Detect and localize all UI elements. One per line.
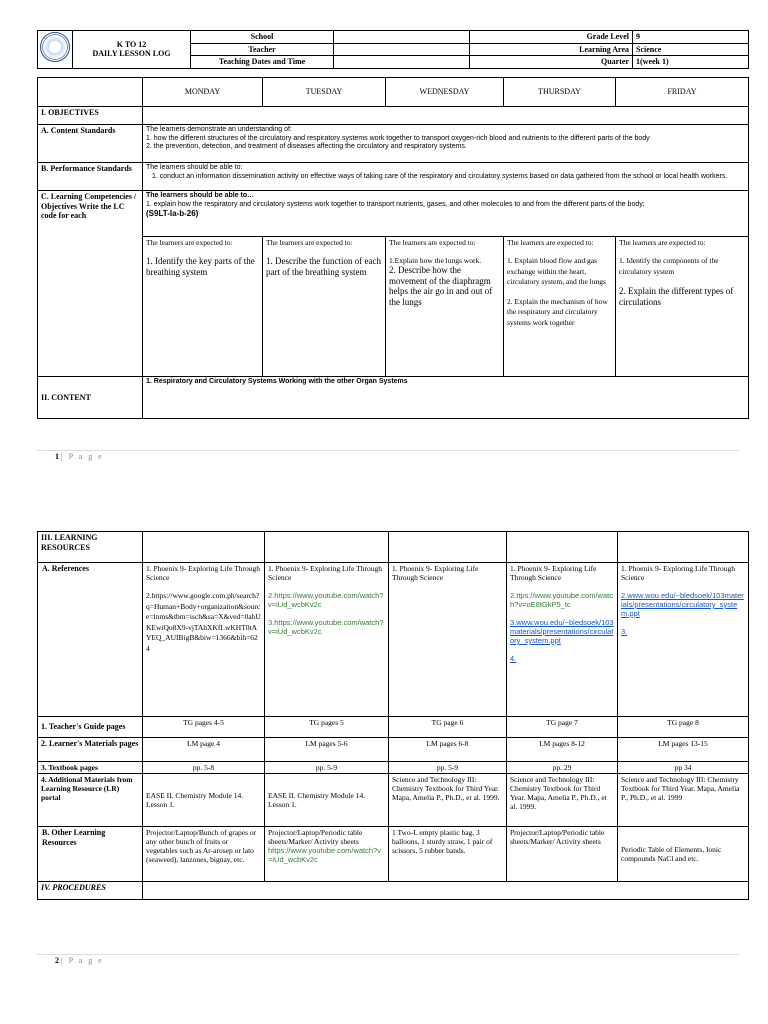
daily-objectives-wednesday [386,237,504,377]
day-thursday: THURSDAY [504,78,616,107]
title-cell [73,31,191,69]
blank-cell [507,532,618,563]
content-line: The learners demonstrate an understanding of: [146,126,292,133]
day-tuesday: TUESDAY [263,78,386,107]
add-tuesday: EASE II. Chemistry Module 14. Lesson 1. [265,774,389,827]
other-link[interactable]: https://www.youtube.com/watch?v=iUd_wcbKv2c [268,846,381,864]
content-line: 1. how the different structures of the circulatory and respiratory systems work together to transport oxygen-rich blood and nutrients to the different parts of the body [146,134,650,142]
reference-link[interactable]: 2.www.wou.edu/~bledsoek/103materials/presentations/circulatory_system.ppt [621,591,744,618]
resources-label: III. LEARNING RESOURCES [38,532,143,563]
reference-link[interactable]: 2.https://www.youtube.com/watch?v=iUd_wcbKv2c [268,591,384,609]
lm-monday: LM page 4 [143,738,265,762]
references-monday [143,563,265,717]
performance-standards-label: B. Performance Standards [38,163,143,191]
reference-link[interactable]: 2.https://www.google.com.ph/search?q=Human+Body+organization&source=lnms&tbm=isch&sa=X&ved=0ahUKEwiQo8X9-vjTAhXKfLwKHT0tAYEQ_AUIBigB&biw=1366&bih=624 [146,591,261,653]
day-wednesday: WEDNESDAY [386,78,504,107]
competency-text: 1. explain how the respiratory and circulatory systems work together to transport nutrients, gases, and other molecules to and from the different parts of the body; [146,200,645,208]
references-label: A. References [38,563,143,717]
add-friday: Science and Technology III: Chemistry Textbook for Third Year. Mapa, Amelia P., Ph.D., et al. 1999 [618,774,749,827]
daily-intro: The learners are expected to: [266,238,353,247]
page-label: | P a g e [61,956,104,965]
school-label: School [191,31,334,44]
teacher-value [334,43,470,56]
objectives-table [37,77,749,419]
reference-book: 1. Phoenix 9- Exploring Life Through Science [146,564,261,582]
tg-thursday: TG page 7 [507,717,618,738]
other-resources-label: B. Other Learning Resources [38,827,143,882]
content-label: II. CONTENT [38,377,143,419]
reference-link[interactable]: 3.www.wou.edu/~bledsoek/103materials/presentations/circulatory_system.ppt [510,618,614,645]
daily-intro: The learners are expected to: [389,238,476,247]
tb-thursday: pp. 29 [507,762,618,774]
references-wednesday [389,563,507,717]
daily-item: 2. Describe how the movement of the diaphragm helps the air go in and out of the lungs [389,265,493,307]
content-standards-label: A. Content Standards [38,125,143,163]
reference-book: 1. Phoenix 9- Exploring Life Through Science [510,564,597,582]
daily-item: 2. Explain the mechanism of how the respiratory and circulatory systems work together [507,296,608,327]
other-thursday: Projector/Laptop/Periodic table sheets/Marker/ Activity sheets [507,827,618,882]
deped-seal-icon [40,32,70,62]
lm-wednesday: LM pages 6-8 [389,738,507,762]
daily-item: 1. Identify the key parts of the breathing system [146,256,255,277]
deped-seal-cell [38,31,73,69]
reference-book: 1. Phoenix 9- Exploring Life Through Science [268,564,383,582]
tg-friday: TG page 8 [618,717,749,738]
references-tuesday [265,563,389,717]
quarter-label: Quarter [470,56,633,69]
grade-value: 9 [633,31,749,44]
tb-wednesday: pp. 5-9 [389,762,507,774]
add-wednesday: Science and Technology III: Chemistry Textbook for Third Year. Mapa, Amelia P., Ph.D., et al. 1999. [389,774,507,827]
tb-label: 3. Textbook pages [38,762,143,774]
tg-tuesday: TG pages 5 [265,717,389,738]
add-monday: EASE II. Chemistry Module 14. Lesson 1. [143,774,265,827]
performance-item: 1. conduct an information dissemination activity on effective ways of taking care of the respiratory and circulatory systems based on data gathered from the school or local health workers. [152,172,728,180]
daily-item: 2. Explain the different types of circulations [619,286,734,307]
lm-friday: LM pages 13-15 [618,738,749,762]
tg-monday: TG pages 4-5 [143,717,265,738]
school-value [334,31,470,44]
references-thursday [507,563,618,717]
blank-cell [618,532,749,563]
procedures-blank [143,882,749,900]
other-text: Projector/Laptop/Periodic table sheets/Marker/ Activity sheets [268,828,363,846]
daily-intro: The learners are expected to: [146,238,233,247]
blank-header-cell [38,78,143,107]
page-footer-1 [55,452,104,461]
daily-item: 1.Explain how the lungs work. [389,256,482,265]
daily-objectives-friday [616,237,749,377]
area-label: Learning Area [470,43,633,56]
area-value: Science [633,43,749,56]
blank-cell [143,532,265,563]
competency-intro: The learners should be able to… [146,192,255,199]
competency-code: (S9LT-Ia-b-26) [146,209,199,218]
reference-link[interactable]: 2.ttps://www.youtube.com/watch?v=oE8tGkP5_tc [510,591,613,609]
daily-intro: The learners are expected to: [507,238,594,247]
other-monday: Projector/Laptop/Bunch of grapes or any other bunch of fruits or vegetables such as Ar-arosep or lato (seaweed), lanzones, bignay, etc. [143,827,265,882]
performance-intro: The learners should be able to: [146,164,243,171]
tg-label: 1. Teacher's Guide pages [38,717,143,738]
other-tuesday [265,827,389,882]
competencies-text [143,191,749,237]
daily-objectives-monday [143,237,263,377]
dates-value [334,56,470,69]
daily-intro: The learners are expected to: [619,238,706,247]
procedures-label: IV. PROCEDURES [38,882,143,900]
tg-wednesday: TG page 6 [389,717,507,738]
add-thursday: Science and Technology III: Chemistry Textbook for Third Year. Mapa, Amelia P., Ph.D., et al. 1999. [507,774,618,827]
reference-link[interactable]: 4. [510,654,517,663]
tb-friday: pp 34 [618,762,749,774]
grade-label: Grade Level [470,31,633,44]
lm-label: 2. Learner's Materials pages [38,738,143,762]
other-wednesday: 1 Two-L empty plastic bag, 3 balloons, 1 sturdy straw, 1 pair of scissors, 5 rubber bands. [389,827,507,882]
reference-book: 1. Phoenix 9- Exploring Life Through Science [392,564,479,582]
day-friday: FRIDAY [616,78,749,107]
performance-standards-text [143,163,749,191]
page-divider [37,954,740,955]
tb-monday: pp. 5-8 [143,762,265,774]
dates-label: Teaching Dates and Time [191,56,334,69]
title-line2: DAILY LESSON LOG [92,49,171,59]
content-text: 1. Respiratory and Circulatory Systems Working with the other Organ Systems [143,377,749,419]
daily-item: 1. Explain blood flow and gas exchange within the heart, circulatory system, and the lungs [507,256,606,286]
page-number: 2 [55,956,59,965]
daily-objectives-tuesday [263,237,386,377]
teacher-label: Teacher [191,43,334,56]
blank-cell [265,532,389,563]
reference-link[interactable]: 3.https://www.youtube.com/watch?v=iUd_wcbKv2c [268,618,384,636]
header-table [37,30,749,69]
content-standards-text [143,125,749,163]
references-friday [618,563,749,717]
add-materials-label: 4. Additional Materials from Learning Resource (LR) portal [38,774,143,827]
reference-link[interactable]: 3. [621,627,628,636]
page-number: 1 [55,452,59,461]
reference-book: 1. Phoenix 9- Exploring Life Through Science [621,564,736,582]
blank-cell [389,532,507,563]
daily-item: 1. Identify the components of the circulatory system [619,256,719,276]
tb-tuesday: pp. 5-9 [265,762,389,774]
page-footer-2 [55,956,104,965]
resources-table [37,531,749,900]
lm-tuesday: LM pages 5-6 [265,738,389,762]
day-monday: MONDAY [143,78,263,107]
title-line1: K TO 12 [116,39,147,49]
competencies-label: C. Learning Competencies / Objectives Write the LC code for each [38,191,143,377]
page-divider [37,450,740,451]
other-friday: Periodic Table of Elements, Ionic compounds NaCl and etc. [618,827,749,882]
daily-objectives-thursday [504,237,616,377]
lm-thursday: LM pages 8-12 [507,738,618,762]
quarter-value: 1(week 1) [633,56,749,69]
page-label: | P a g e [61,452,104,461]
objectives-blank [143,107,749,125]
content-line: 2. the prevention, detection, and treatment of diseases affecting the circulatory and respiratory systems. [146,143,467,150]
objectives-label: I. OBJECTIVES [38,107,143,125]
daily-item: 1. Describe the function of each part of the breathing system [266,256,381,277]
